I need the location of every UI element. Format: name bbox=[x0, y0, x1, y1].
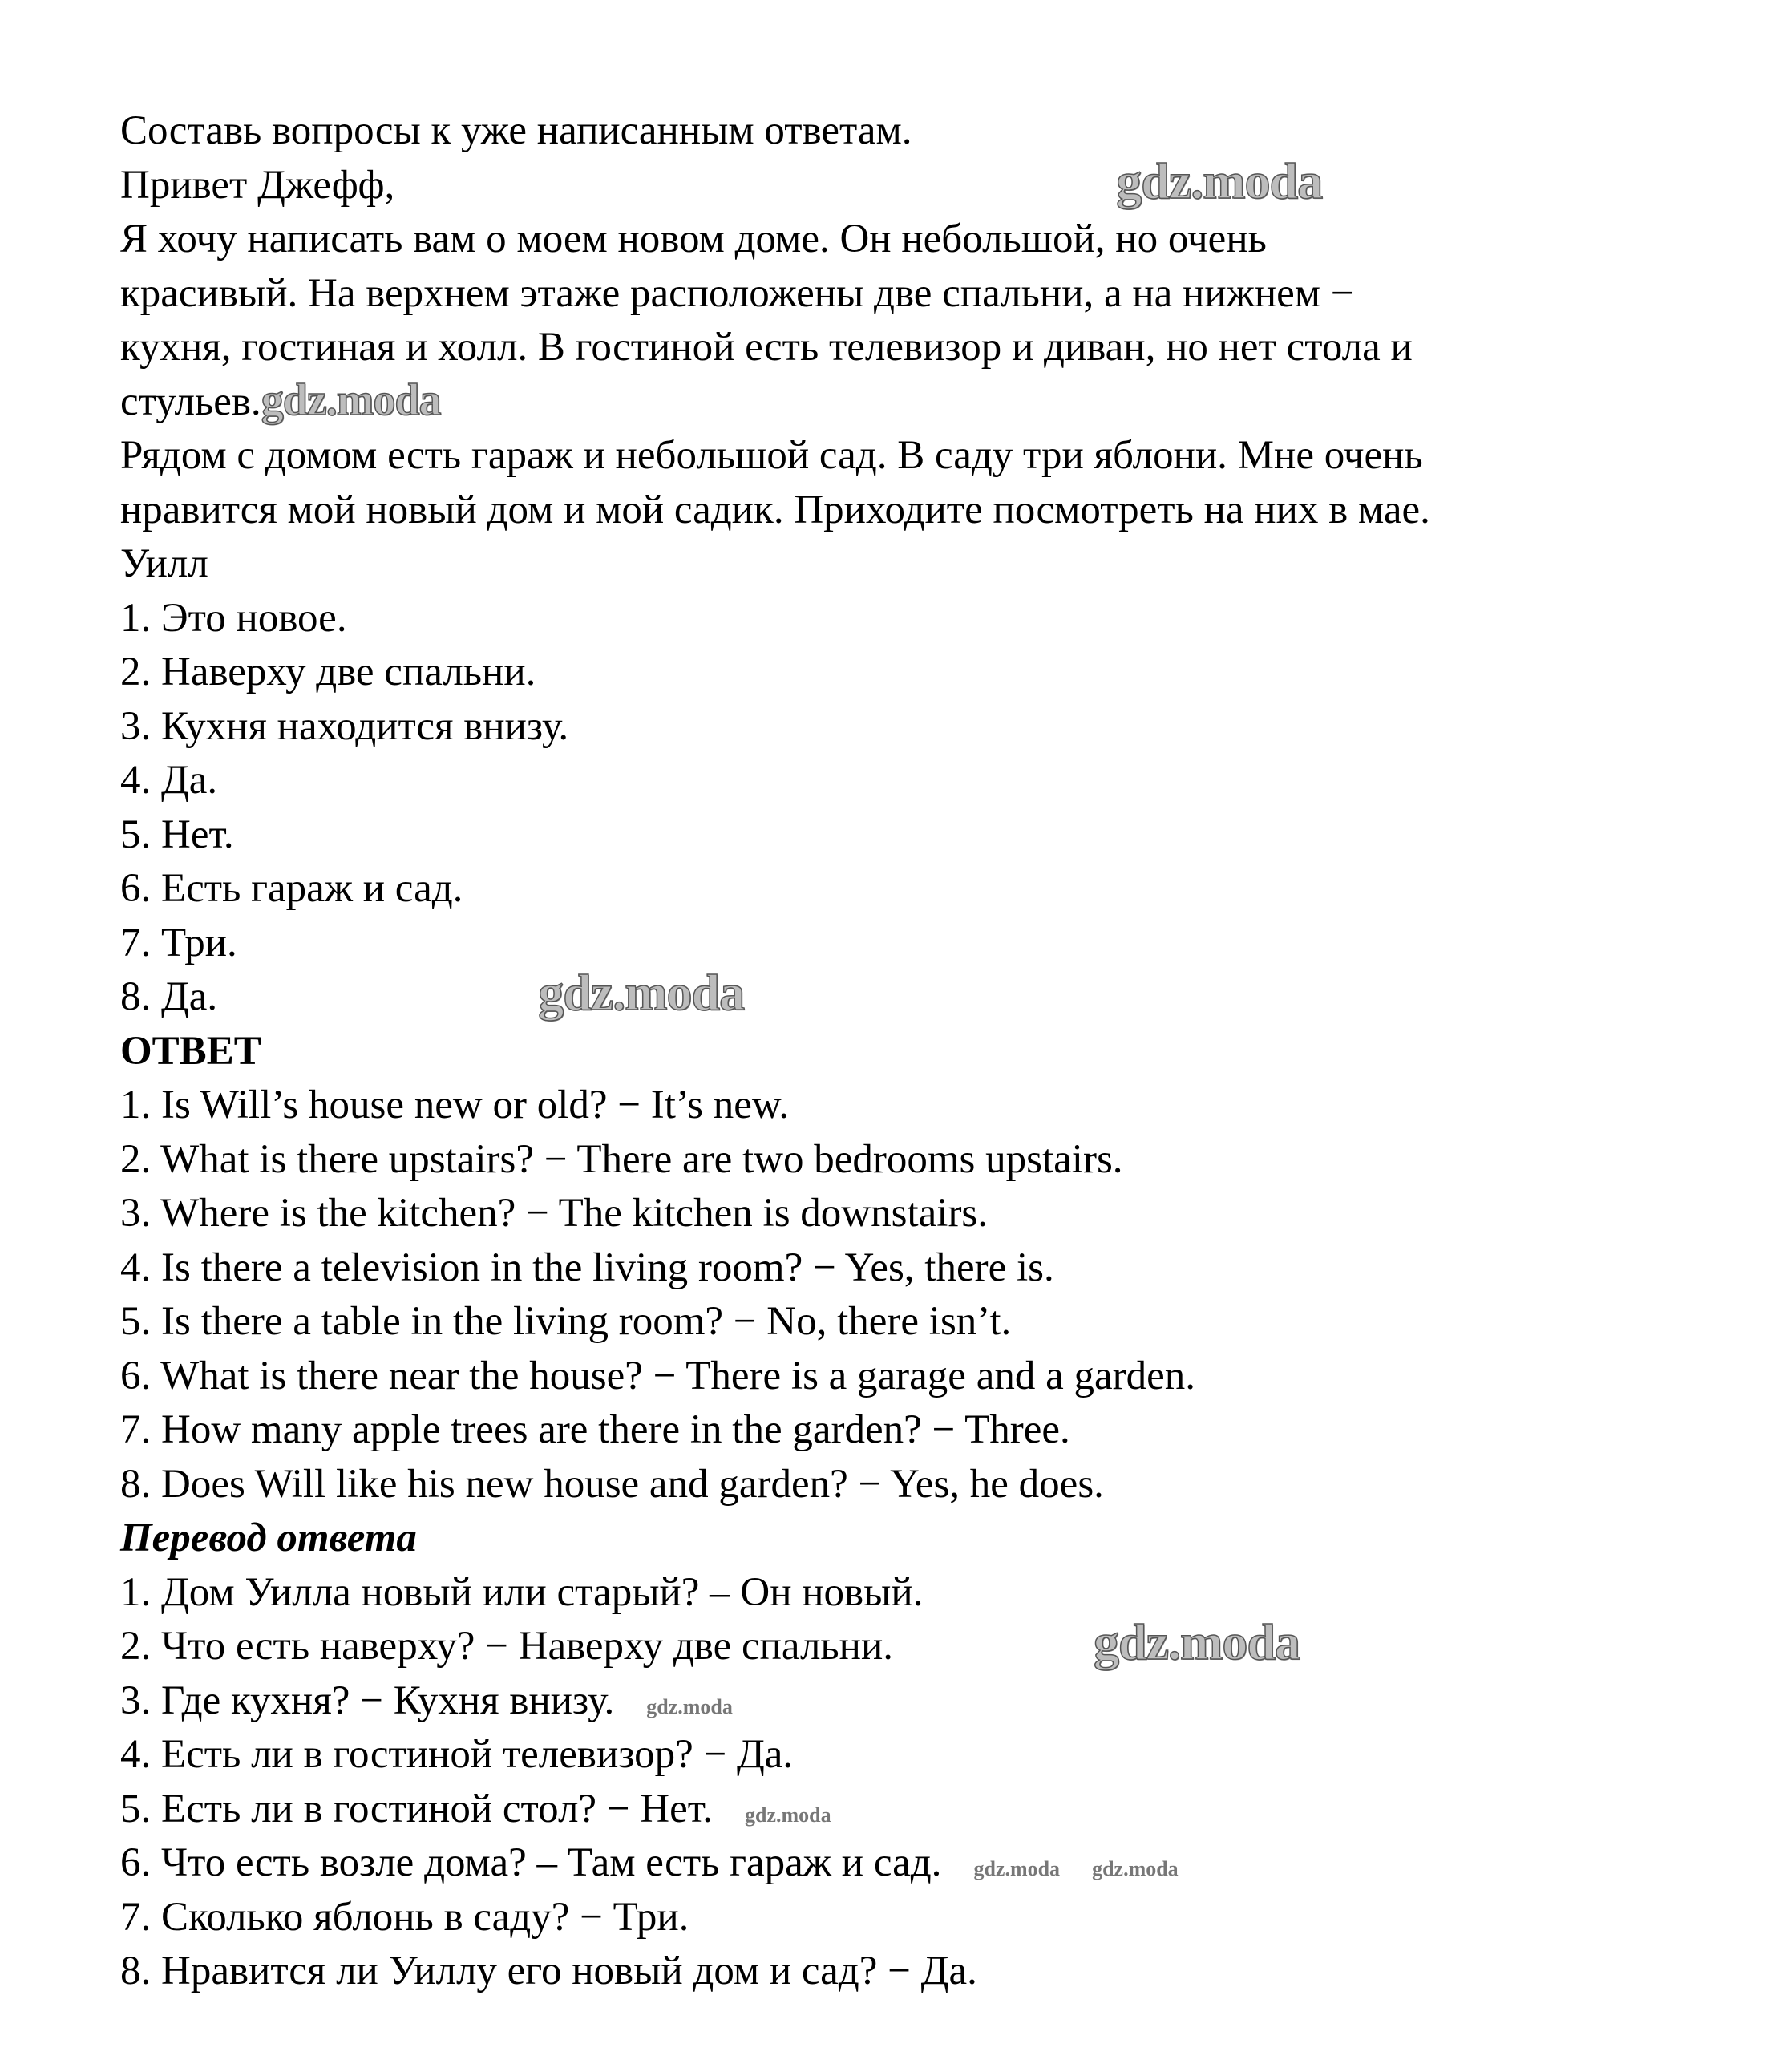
watermark-inline: gdz.moda bbox=[261, 374, 441, 425]
answer-line: 5. Is there a table in the living room? − No, there isn’t. bbox=[120, 1299, 1012, 1344]
answer-line: 4. Is there a television in the living room? − Yes, there is. bbox=[120, 1244, 1054, 1290]
watermark-tiny: gdz.moda bbox=[1092, 1857, 1179, 1880]
letter-line: нравится мой новый дом и мой садик. Приходите посмотреть на них в мае. bbox=[120, 487, 1430, 532]
translation-line bbox=[120, 1836, 1724, 1891]
watermark-tiny: gdz.moda bbox=[646, 1694, 733, 1718]
translation-line: 7. Сколько яблонь в саду? − Три. bbox=[120, 1894, 689, 1940]
letter-line: Я хочу написать вам о моем новом доме. Он небольшой, но очень bbox=[120, 217, 1267, 261]
short-answer: 3. Кухня находится внизу. bbox=[120, 703, 569, 749]
translation-line bbox=[120, 1674, 1724, 1729]
watermark-center: gdz.moda bbox=[538, 964, 745, 1021]
translation-line: 8. Нравится ли Уиллу его новый дом и сад? − Да. bbox=[120, 1949, 977, 1993]
task-instruction: Составь вопросы к уже написанным ответам. bbox=[120, 108, 912, 153]
letter-signature: Уилл bbox=[120, 541, 208, 586]
short-answer: 6. Есть гараж и сад. bbox=[120, 866, 463, 911]
answer-line: 2. What is there upstairs? − There are two bedrooms upstairs. bbox=[120, 1136, 1123, 1182]
translation-line bbox=[120, 1783, 1724, 1837]
translation-text: 6. Что есть возле дома? – Там есть гараж и сад. bbox=[120, 1840, 942, 1885]
answer-line: 7. How many apple trees are there in the garden? − Three. bbox=[120, 1407, 1070, 1452]
short-answer bbox=[120, 964, 1724, 1025]
answer-heading: ОТВЕТ bbox=[120, 1028, 261, 1074]
short-answer: 7. Три. bbox=[120, 920, 237, 965]
letter-line: Рядом с домом есть гараж и небольшой сад. В саду три яблони. Мне очень bbox=[120, 433, 1423, 478]
translation-text: 5. Есть ли в гостиной стол? − Нет. bbox=[120, 1786, 713, 1831]
letter-text: стульев. bbox=[120, 378, 261, 424]
watermark-top-right: gdz.moda bbox=[1116, 152, 1323, 209]
letter-line bbox=[120, 375, 1724, 430]
short-answer: 2. Наверху две спальни. bbox=[120, 650, 536, 694]
short-answer: 5. Нет. bbox=[120, 811, 234, 857]
letter-line: красивый. На верхнем этаже расположены две спальни, а на нижнем − bbox=[120, 270, 1354, 316]
answer-line: 3. Where is the kitchen? − The kitchen is downstairs. bbox=[120, 1191, 989, 1236]
short-answer: 1. Это новое. bbox=[120, 595, 347, 641]
translation-line bbox=[120, 1613, 1724, 1674]
watermark-tiny: gdz.moda bbox=[744, 1803, 831, 1827]
short-answer-text: 8. Да. bbox=[120, 974, 218, 1019]
letter-text: Привет Джефф, bbox=[120, 162, 395, 208]
answer-line: 6. What is there near the house? − There is a garage and a garden. bbox=[120, 1353, 1195, 1398]
translation-heading: Перевод ответа bbox=[120, 1516, 417, 1560]
translation-text: 2. Что есть наверху? − Наверху две спальни. bbox=[120, 1624, 894, 1669]
answer-line: 8. Does Will like his new house and garden? − Yes, he does. bbox=[120, 1461, 1104, 1507]
letter-line: кухня, гостиная и холл. В гостиной есть телевизор и диван, но нет стола и bbox=[120, 325, 1413, 370]
watermark-bottom-right: gdz.moda bbox=[1094, 1613, 1300, 1670]
letter-line bbox=[120, 152, 1724, 213]
answer-line: 1. Is Will’s house new or old? − It’s new. bbox=[120, 1083, 790, 1127]
translation-line: 1. Дом Уилла новый или старый? – Он новый. bbox=[120, 1569, 924, 1615]
watermark-tiny: gdz.moda bbox=[973, 1857, 1061, 1880]
short-answer: 4. Да. bbox=[120, 758, 218, 803]
document-body bbox=[120, 104, 1724, 1999]
translation-text: 3. Где кухня? − Кухня внизу. bbox=[120, 1677, 615, 1723]
translation-line: 4. Есть ли в гостиной телевизор? − Да. bbox=[120, 1732, 794, 1777]
